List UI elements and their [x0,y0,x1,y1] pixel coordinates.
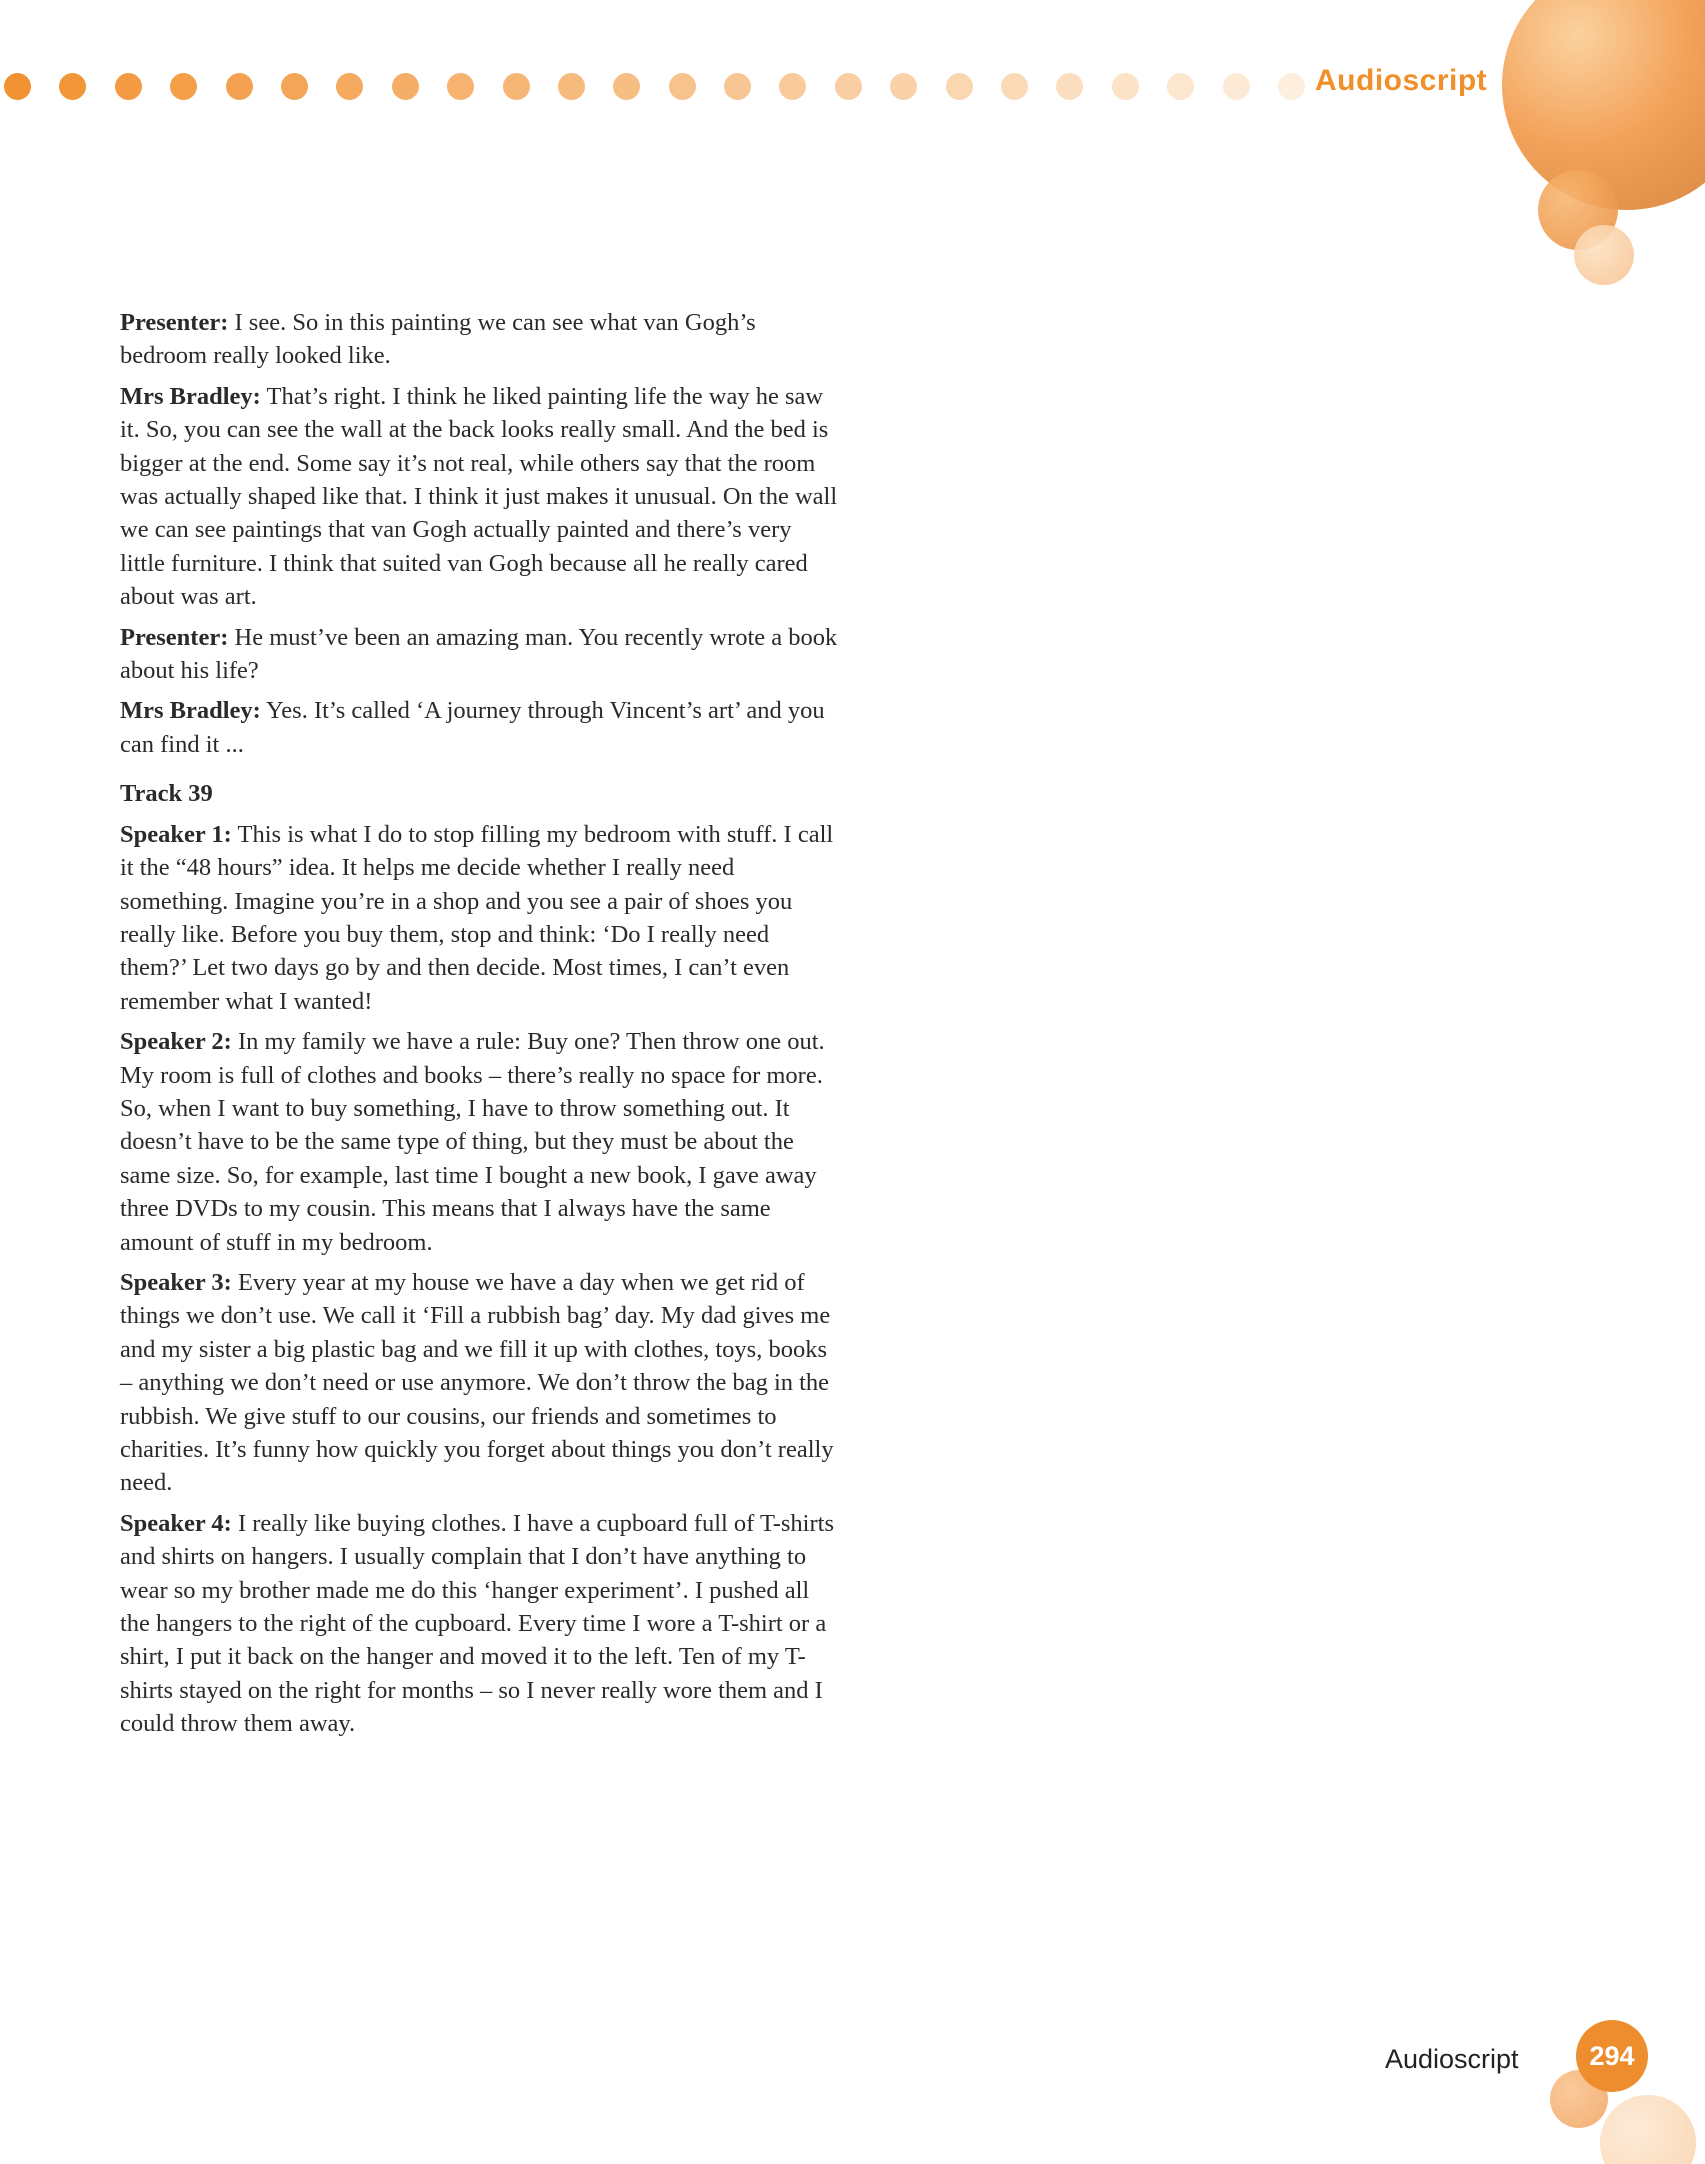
dialogue-paragraph [120,1025,840,1259]
footer-label: Audioscript [1385,2044,1519,2074]
dialogue-section [120,306,840,761]
decorative-orb-small [1574,225,1634,285]
header-dot [1223,73,1250,100]
speaker-name: Presenter: [120,309,229,336]
speaker-text: I see. So in this painting we can see what van Gogh’s bedroom really looked like. [120,309,756,370]
speaker-text: He must’ve been an amazing man. You recently wrote a book about his life? [120,623,838,685]
header-dot [392,73,419,100]
dialogue-paragraph [120,380,840,614]
header-dot [890,73,917,100]
dialogue-paragraph [120,621,840,688]
header-dot-row [4,72,1333,100]
speaker-name: Speaker 3: [120,1268,232,1296]
speaker-name: Speaker 2: [120,1028,232,1056]
dialogue-paragraph [120,694,840,761]
header-dot [779,73,806,100]
header-dot [1167,73,1194,100]
header-dot [558,73,585,100]
speaker-name: Mrs Bradley: [120,697,261,725]
speaker-text: Every year at my house we have a day when we get rid of things we don’t use. We call it ‘Fill a rubbish bag’ day. My dad gives me and my sister a big plastic bag and we fill it up with clothes, toys, books – anything we don’t need or use anymore. We don’t throw the bag in the rubbish. We give stuff to our cousins, our friends and sometimes to charities. It’s funny how quickly you forget about things you don’t really need. [120,1268,834,1497]
header-dot [336,73,363,100]
header-dot [669,73,696,100]
speaker-name: Presenter: [120,623,229,651]
header-dot [503,73,530,100]
page-number-badge: 294 [1576,2020,1648,2092]
dialogue-paragraph [120,1507,840,1741]
speaker-text: This is what I do to stop filling my bedroom with stuff. I call it the “48 hours” idea. It helps me decide whether I really need something. Imagine you’re in a shop and you see a pair of shoes you really like. Before you buy them, stop and think: ‘Do I really need them?’ Let two days go by and then decide. Most times, I can’t even remember what I wanted! [120,820,834,1015]
header-dot [1278,73,1305,100]
speaker-name: Speaker 1: [120,820,232,848]
track-heading: Track 39 [120,780,213,808]
audioscript-body [120,306,840,1748]
header-dot [1112,73,1139,100]
speaker-text: In my family we have a rule: Buy one? Then throw one out. My room is full of clothes and books – there’s really no space for more. So, when I want to buy something, I have to throw something out. It doesn’t have to be the same type of thing, but they must be about the same size. So, for example, last time I bought a new book, I gave away three DVDs to my cousin. This means that I always have the same amount of stuff in my bedroom. [120,1028,825,1256]
dialogue-paragraph [120,818,840,1018]
header-dot [724,73,751,100]
header-dot [447,73,474,100]
header-dot [613,73,640,100]
speaker-text: Yes. It’s called ‘A journey through Vincent’s art’ and you can find it ... [120,697,825,758]
header-dot [835,73,862,100]
header-dot [170,73,197,100]
header-dot [281,73,308,100]
header-dot [946,73,973,100]
header-dot [1001,73,1028,100]
speaker-text: I really like buying clothes. I have a cupboard full of T-shirts and shirts on hangers. I usually complain that I don’t have anything to wear so my brother made me do this ‘hanger experiment’. I pushed all the hangers to the right of the cupboard. Every time I wore a T-shirt or a shirt, I put it back on the hanger and moved it to the left. Ten of my T-shirts stayed on the right for months – so I never really wore them and I could throw them away. [120,1509,834,1738]
header-title: Audioscript [1315,64,1488,97]
header-dot [226,73,253,100]
footer-decorative-orb-large [1600,2095,1696,2164]
speaker-name: Speaker 4: [120,1509,232,1537]
header-dot [1056,73,1083,100]
dialogue-paragraph [120,306,840,373]
header-dot [59,73,86,100]
header-dot [4,73,31,100]
track-39-section [120,818,840,1741]
dialogue-paragraph [120,1266,840,1500]
speaker-text: That’s right. I think he liked painting life the way he saw it. So, you can see the wall at the back looks really small. And the bed is bigger at the end. Some say it’s not real, while others say that the room was actually shaped like that. I think it just makes it unusual. On the wall we can see paintings that van Gogh actually painted and there’s very little furniture. I think that suited van Gogh because all he really cared about was art. [120,382,838,611]
speaker-name: Mrs Bradley: [120,382,261,410]
header-dot [115,73,142,100]
